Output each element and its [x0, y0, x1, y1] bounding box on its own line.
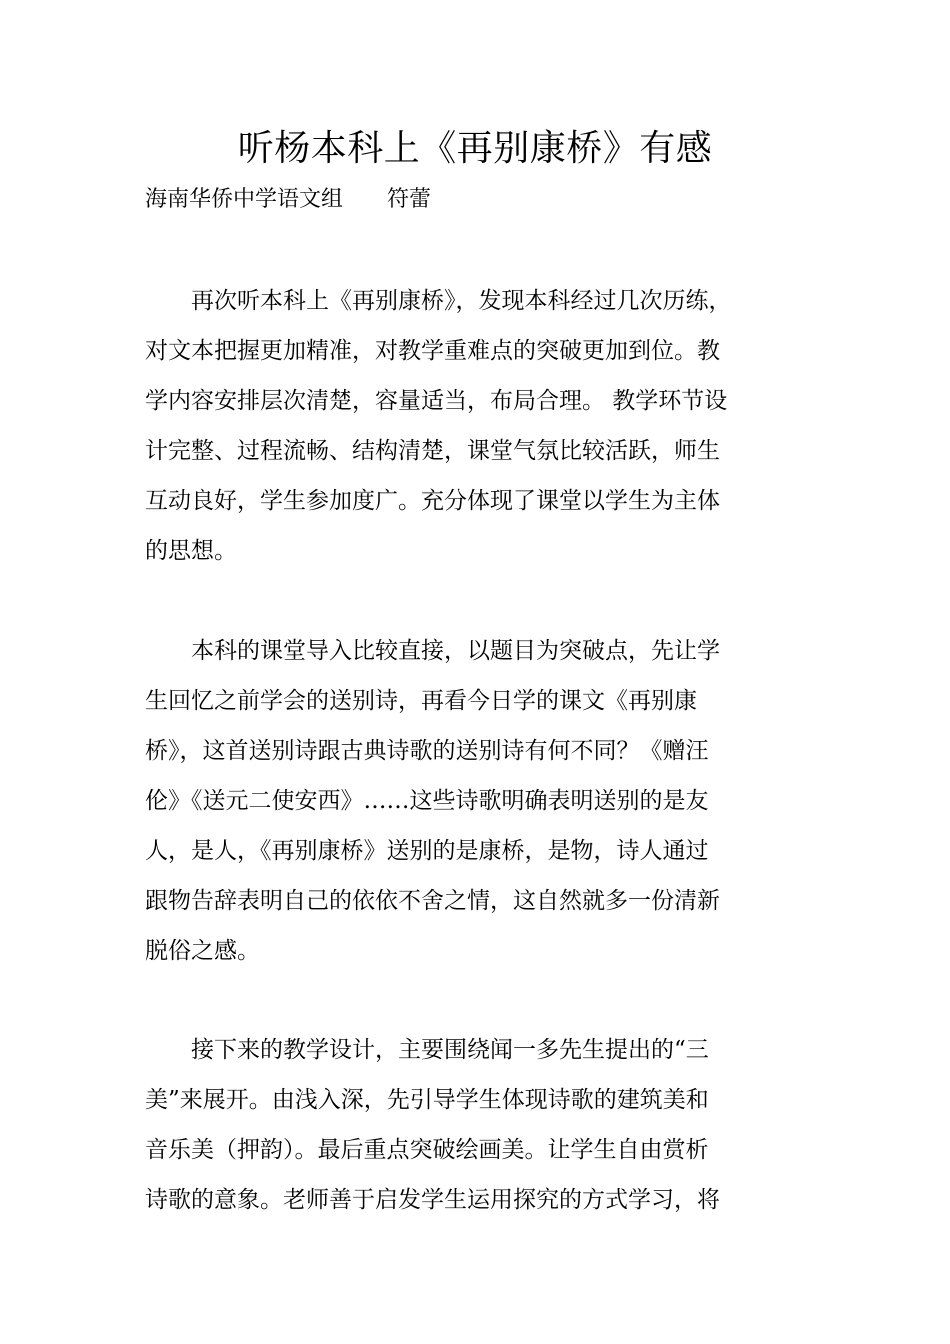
text-line: 接下来的教学设计，主要围绕闻一多先生提出的“三	[145, 1037, 709, 1063]
author-byline: 海南华侨中学语文组 符蕾	[145, 187, 432, 212]
document-title: 听杨本科上《再别康桥》有感	[237, 128, 713, 169]
text-line: 学内容安排层次清楚，容量适当，布局合理。 教学环节设	[145, 388, 728, 414]
paragraph-1	[145, 276, 810, 576]
text-line: 跟物告辞表明自己的依依不舍之情，这自然就多一份清新	[145, 888, 720, 914]
text-line: 生回忆之前学会的送别诗，再看今日学的课文《再别康	[145, 688, 697, 714]
text-line: 桥》，这首送别诗跟古典诗歌的送别诗有何不同？《赠汪	[145, 738, 709, 764]
paragraph-2	[145, 626, 810, 976]
text-line: 美”来展开。由浅入深，先引导学生体现诗歌的建筑美和	[145, 1087, 709, 1113]
text-line: 伦》《送元二使安西》……这些诗歌明确表明送别的是友	[145, 788, 709, 814]
text-line: 人，是人，《再别康桥》送别的是康桥，是物，诗人通过	[145, 838, 709, 864]
text-line: 的思想。	[145, 538, 237, 564]
text-line: 再次听本科上《再别康桥》，发现本科经过几次历练，	[145, 288, 732, 314]
text-line: 计完整、过程流畅、结构清楚，课堂气氛比较活跃，师生	[145, 438, 720, 464]
text-line: 本科的课堂导入比较直接，以题目为突破点，先让学	[145, 638, 720, 664]
text-line: 对文本把握更加精准，对教学重难点的突破更加到位。教	[145, 338, 720, 364]
text-line: 脱俗之感。	[145, 938, 260, 964]
text-line: 音乐美（押韵）。最后重点突破绘画美。让学生自由赏析	[145, 1137, 709, 1163]
text-line: 诗歌的意象。老师善于启发学生运用探究的方式学习，将	[145, 1187, 720, 1213]
paragraph-3	[145, 1025, 810, 1225]
text-line: 互动良好，学生参加度广。充分体现了课堂以学生为主体	[145, 488, 720, 514]
